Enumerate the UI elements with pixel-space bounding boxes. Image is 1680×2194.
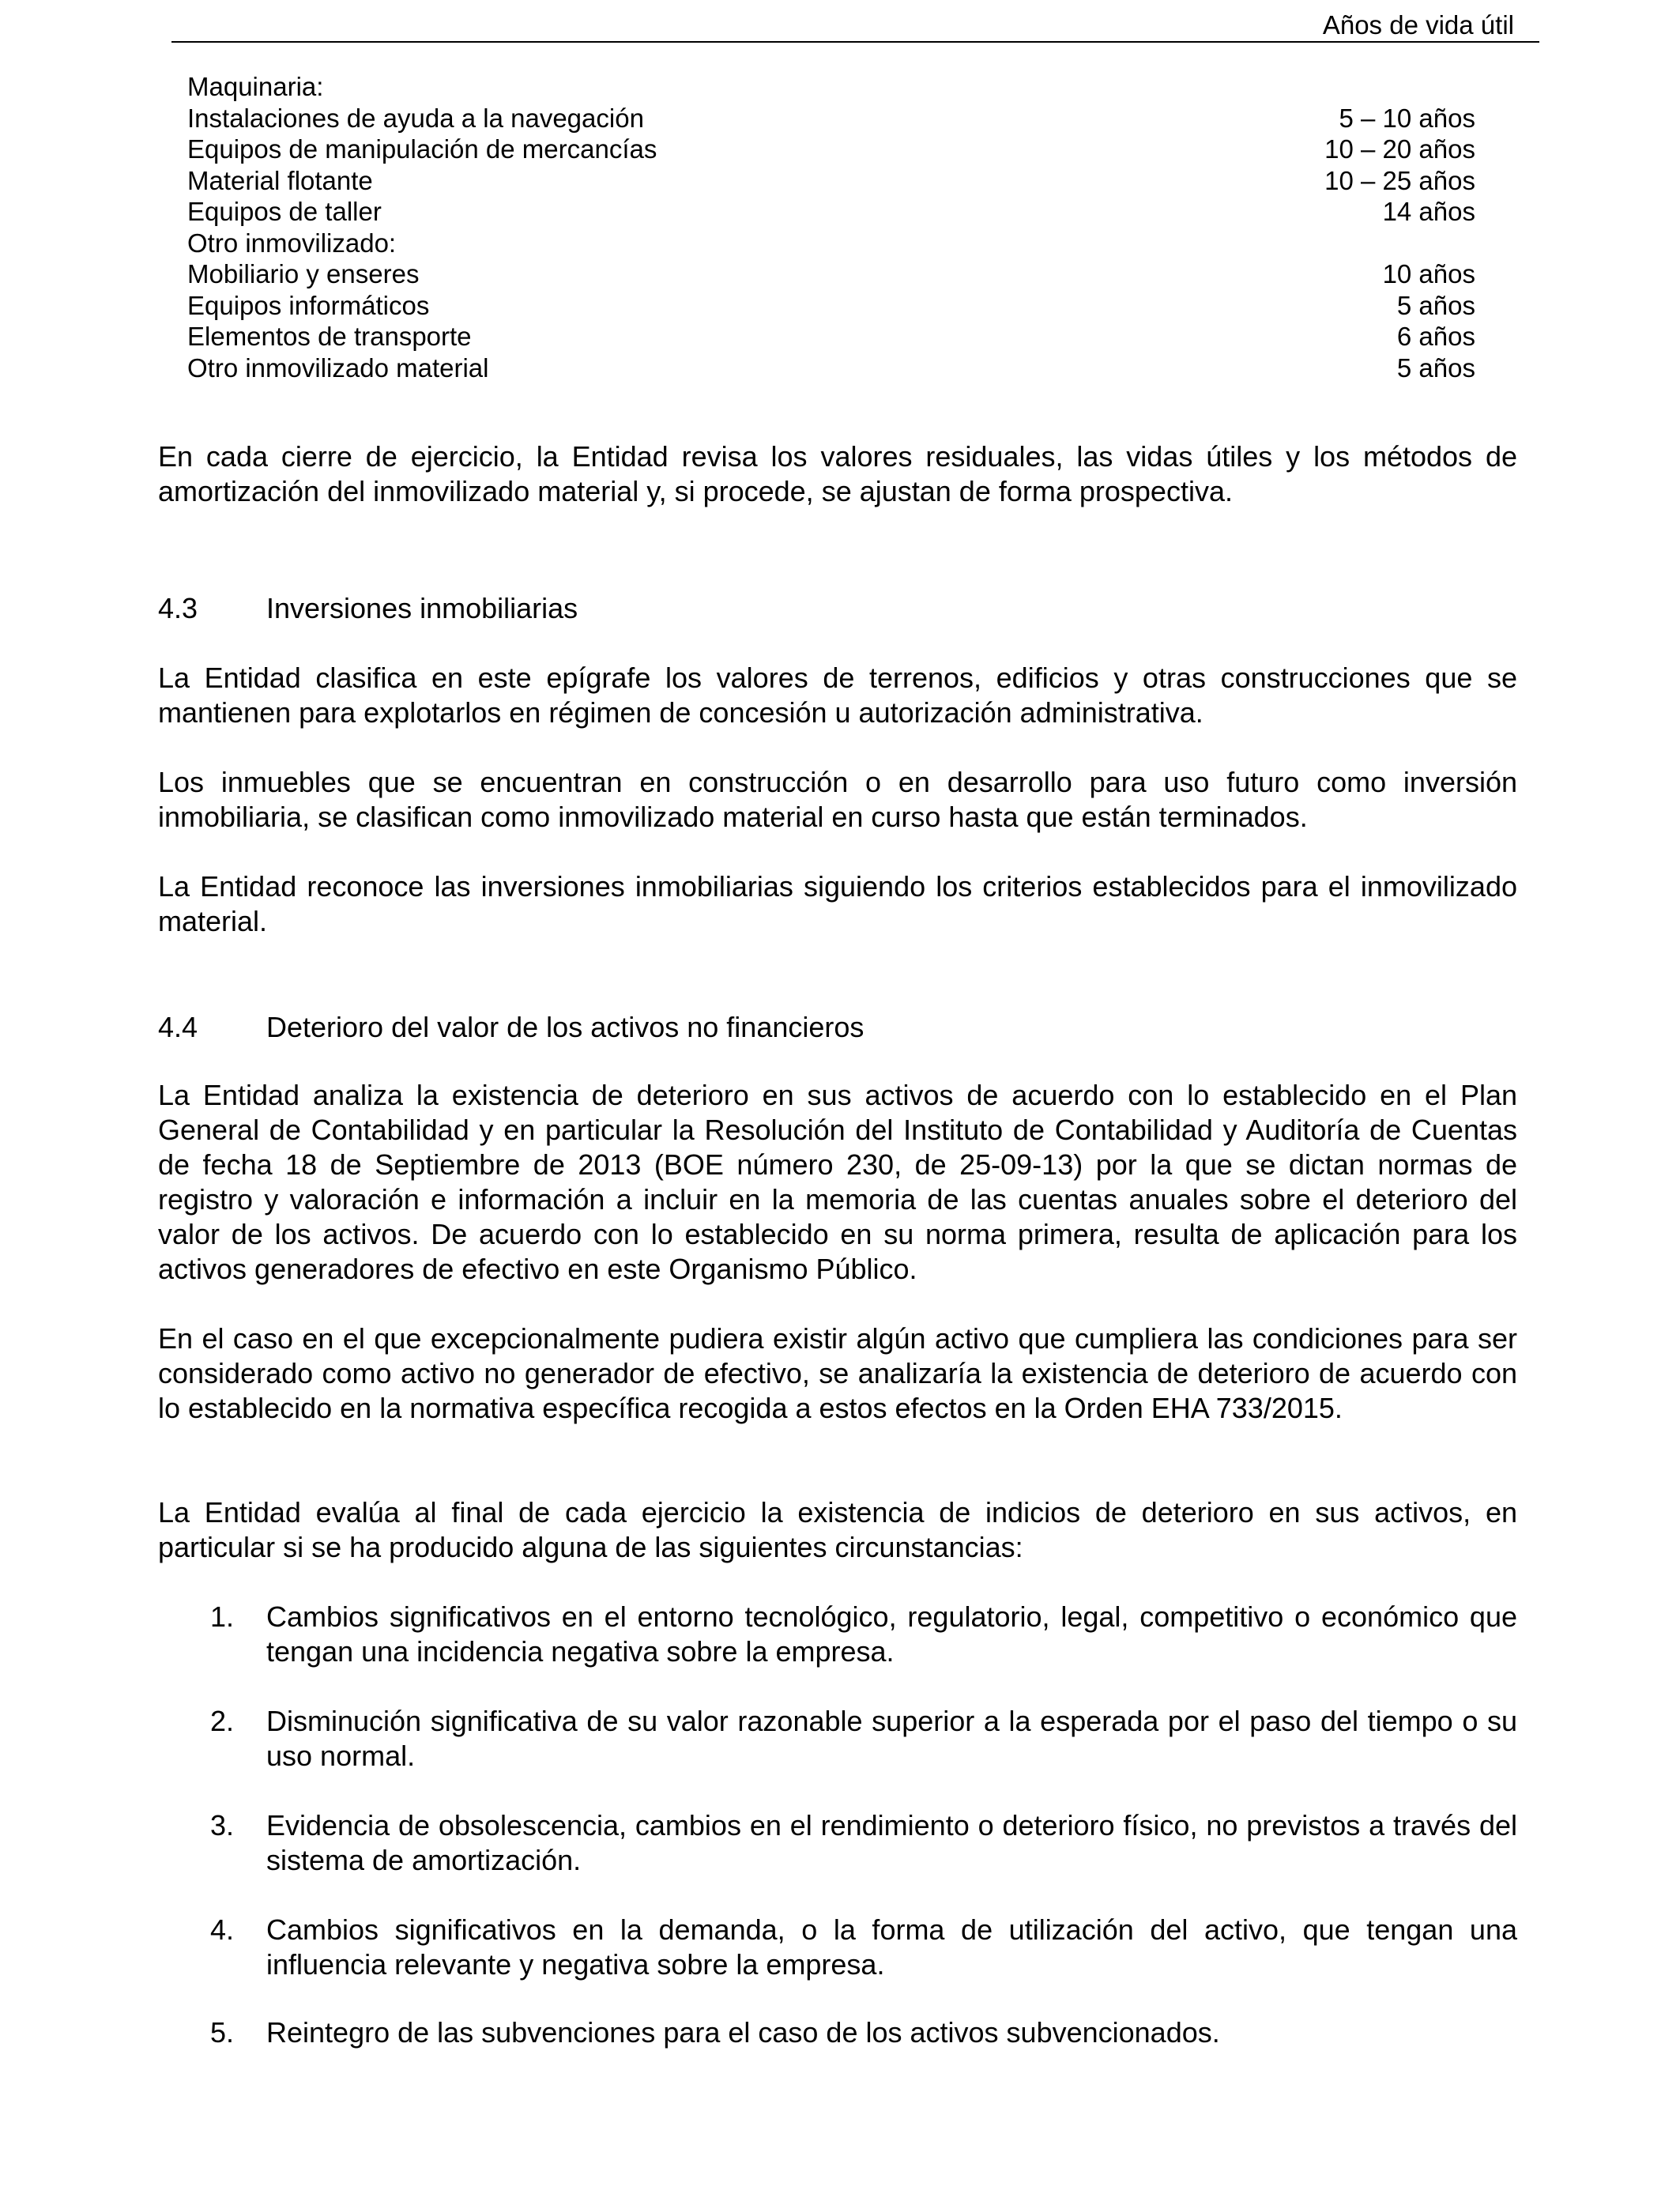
list-text: Evidencia de obsolescencia, cambios en el rendimiento o deterioro físico, no previstos a través del sistema de amortización. [266,1809,1517,1876]
row-label: Instalaciones de ayuda a la navegación [187,103,644,133]
table-row [187,258,1475,290]
row-years: 10 años [1382,259,1475,288]
row-label: Otro inmovilizado material [187,352,489,383]
paragraph: La Entidad evalúa al final de cada ejercicio la existencia de indicios de deterioro en sus activos, en particular si se ha producido alguna de las siguientes circunstancias: [158,1496,1517,1563]
table-row [187,165,1475,197]
list-marker: 2. [210,1705,235,1737]
section-number: 4.4 [158,1011,198,1043]
list-item [210,1600,1517,1669]
row-years: 10 – 20 años [1324,134,1475,164]
row-years: 5 años [1396,290,1475,320]
section-number: 4.3 [158,592,198,624]
table-header-label: Años de vida útil [1322,10,1514,40]
row-years: 10 – 25 años [1324,165,1475,195]
table-header [171,6,1539,43]
table-row [187,134,1475,165]
table-row [187,352,1475,384]
table-row [187,321,1475,352]
row-years: 5 – 10 años [1339,103,1475,133]
paragraph-cierre: En cada cierre de ejercicio, la Entidad revisa los valores residuales, las vidas útiles y los métodos de amortización del inmovilizado material y, si procede, se ajustan de forma prospectiva. [158,440,1517,507]
section-heading-4-3 [158,591,578,626]
section-title: Inversiones inmobiliarias [266,592,578,624]
row-years: 6 años [1396,322,1475,351]
row-years: 14 años [1382,197,1475,226]
row-label: Elementos de transporte [187,322,472,351]
paragraph: En el caso en el que excepcionalmente pudiera existir algún activo que cumpliera las condiciones para ser considerado como activo no generador de efectivo, se analizaría la existencia de deterioro de acuerdo con lo establecido en la normativa específica recogida a estos efectos en la Orden EHA 733/2015. [158,1322,1517,1424]
section-title: Deterioro del valor de los activos no financieros [266,1011,864,1043]
list-item [210,1913,1517,1982]
paragraph: La Entidad reconoce las inversiones inmobiliarias siguiendo los criterios establecidos para el inmovilizado material. [158,870,1517,937]
list-marker: 4. [210,1913,235,1946]
row-label: Equipos informáticos [187,290,430,320]
useful-life-table [187,71,1475,383]
list-marker: 3. [210,1809,235,1842]
row-label: Equipos de taller [187,197,382,226]
table-row [187,196,1475,228]
table-row [187,71,1475,103]
row-label: Maquinaria: [187,72,324,101]
section-heading-4-4 [158,1010,864,1045]
table-row [187,103,1475,134]
paragraph: La Entidad analiza la existencia de deterioro en sus activos de acuerdo con lo establecido en el Plan General de Contabilidad y en particular la Resolución del Instituto de Contabilidad y Auditoría de Cuentas de fecha 18 de Septiembre de 2013 (BOE número 230, de 25-09-13) por la que se dictan normas de registro y valoración e información a incluir en la memoria de las cuentas anuales sobre el deterioro del valor de los activos. De acuerdo con lo establecido en su norma primera, resulta de aplicación para los activos generadores de efectivo en este Organismo Público. [158,1079,1517,1285]
list-text: Cambios significativos en el entorno tecnológico, regulatorio, legal, competitivo o económico que tengan una incidencia negativa sobre la empresa. [266,1600,1517,1668]
table-row [187,228,1475,259]
list-item [210,2015,1517,2050]
row-label: Material flotante [187,165,373,195]
paragraph: Los inmuebles que se encuentran en construcción o en desarrollo para uso futuro como inversión inmobiliaria, se clasifican como inmovilizado material en curso hasta que están terminados. [158,766,1517,833]
list-text: Cambios significativos en la demanda, o la forma de utilización del activo, que tengan una influencia relevante y negativa sobre la empresa. [266,1913,1517,1981]
row-label: Mobiliario y enseres [187,259,420,288]
list-marker: 1. [210,1600,235,1633]
list-item [210,1704,1517,1774]
paragraph: La Entidad clasifica en este epígrafe los valores de terrenos, edificios y otras construcciones que se mantienen para explotarlos en régimen de concesión u autorización administrativa. [158,662,1517,729]
table-row [187,290,1475,322]
list-marker: 5. [210,2016,235,2049]
list-text: Disminución significativa de su valor razonable superior a la esperada por el paso del tiempo o su uso normal. [266,1705,1517,1772]
row-label: Otro inmovilizado: [187,228,397,258]
list-item [210,1808,1517,1878]
row-years: 5 años [1396,352,1475,383]
row-label: Equipos de manipulación de mercancías [187,134,657,164]
list-text: Reintegro de las subvenciones para el caso de los activos subvencionados. [266,2016,1220,2049]
